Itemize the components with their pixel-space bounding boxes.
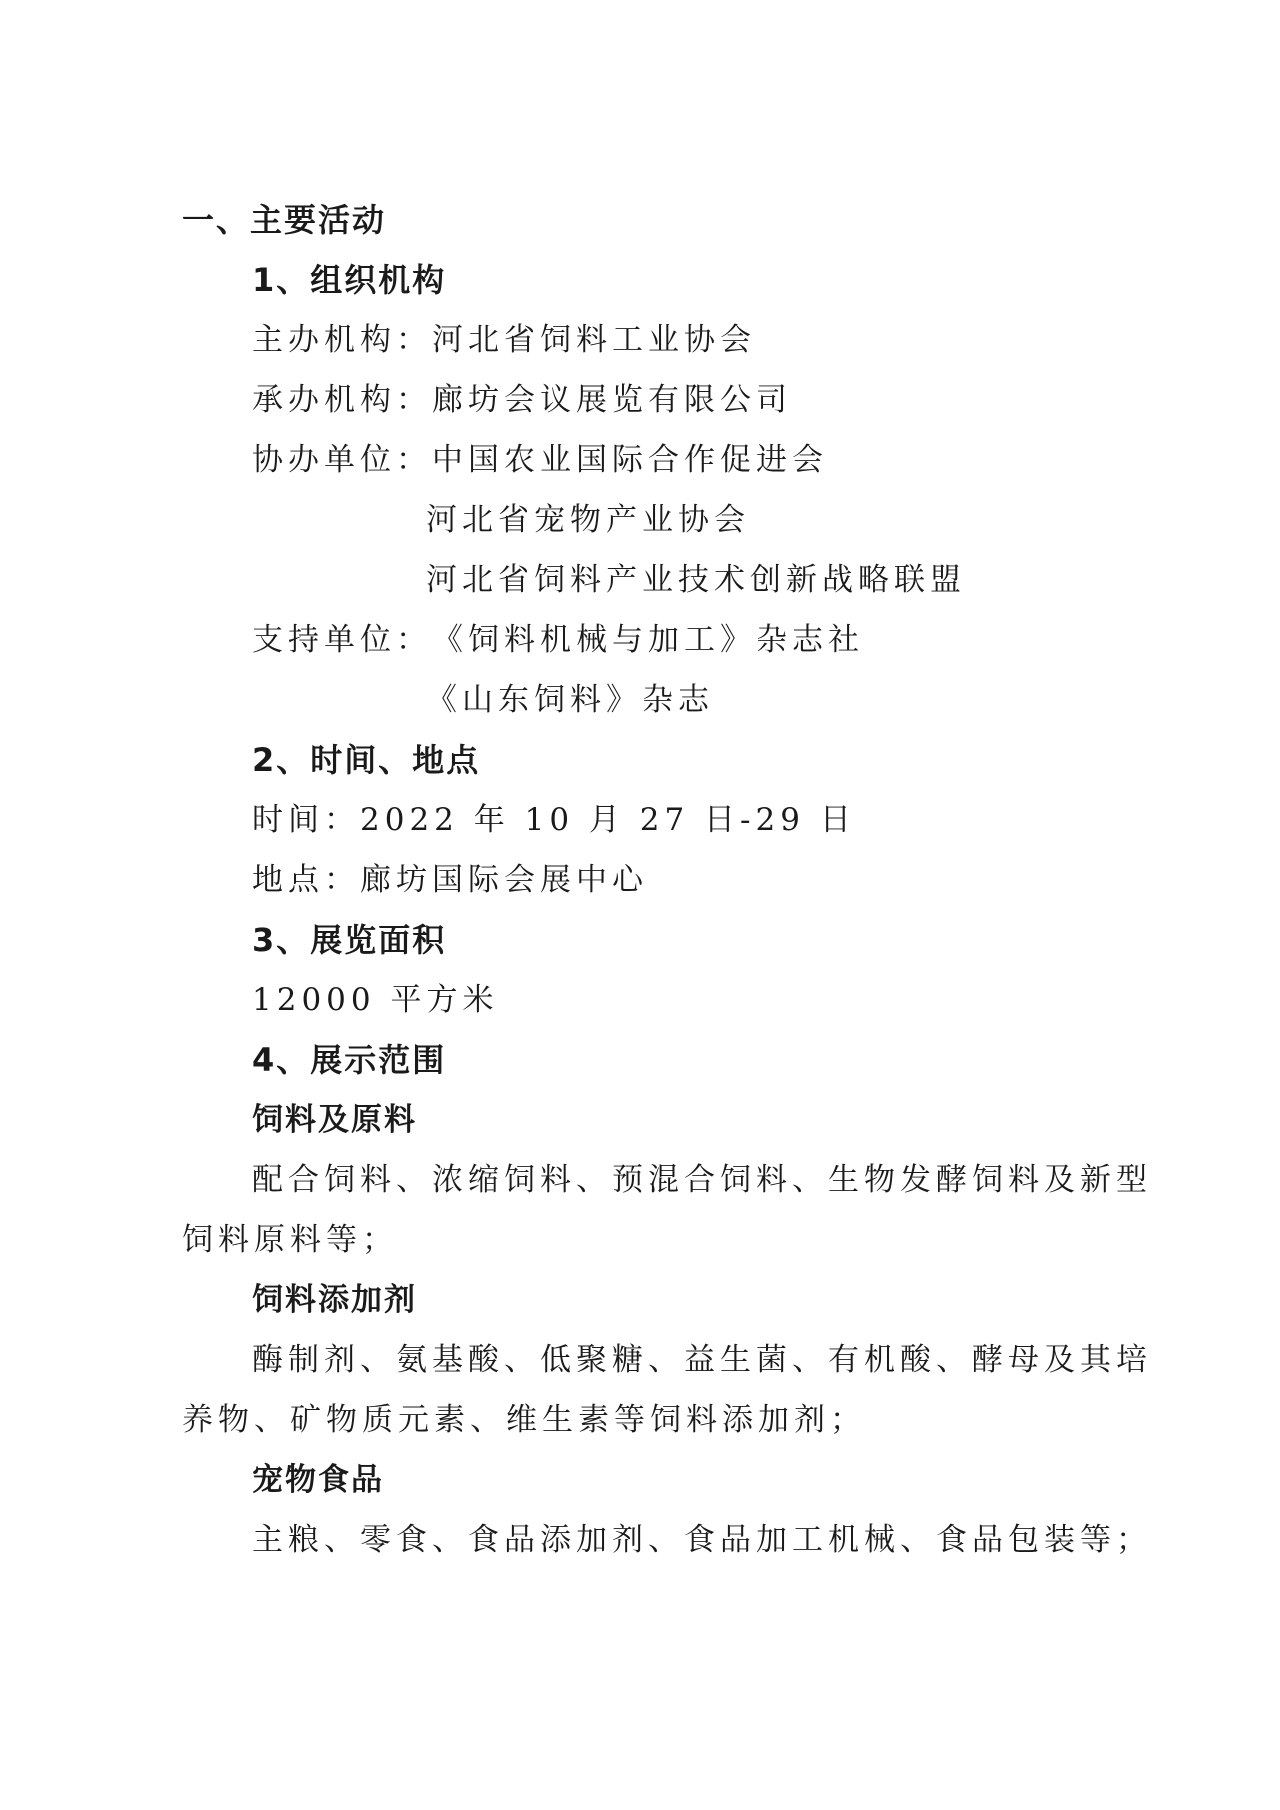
co-row (252, 440, 828, 480)
additive-line-2: 养物、矿物质元素、维生素等饲料添加剂； (182, 1402, 866, 1438)
section-title: 一、主要活动 (182, 201, 387, 239)
support-row (252, 620, 864, 660)
co-value-2: 河北省宠物产业协会 (426, 502, 750, 538)
support-value-2: 《山东饲料》杂志 (426, 682, 714, 718)
host-row (252, 320, 756, 360)
host-label: 主办机构： (252, 322, 432, 358)
time-place-heading: 2、时间、地点 (252, 741, 481, 779)
organizer-row (252, 380, 792, 420)
scope-heading: 4、展示范围 (252, 1041, 447, 1079)
pet-line-1: 主粮、零食、食品添加剂、食品加工机械、食品包装等； (252, 1522, 1152, 1558)
area-heading: 3、展览面积 (252, 921, 447, 959)
time-row (252, 800, 856, 840)
co-value-3: 河北省饲料产业技术创新战略联盟 (426, 562, 966, 598)
area-value: 12000 平方米 (252, 982, 499, 1018)
feed-title: 饲料及原料 (252, 1102, 417, 1138)
feed-line-1: 配合饲料、浓缩饲料、预混合饲料、生物发酵饲料及新型 (252, 1162, 1152, 1198)
support-label: 支持单位： (252, 622, 432, 658)
pet-title: 宠物食品 (252, 1462, 384, 1498)
place-row (252, 860, 648, 900)
place-label: 地点： (252, 862, 360, 898)
org-heading: 1、组织机构 (252, 261, 447, 299)
place-value: 廊坊国际会展中心 (360, 862, 648, 898)
additive-title: 饲料添加剂 (252, 1282, 417, 1318)
support-value-1: 《饲料机械与加工》杂志社 (432, 622, 864, 658)
host-value: 河北省饲料工业协会 (432, 322, 756, 358)
co-label: 协办单位： (252, 442, 432, 478)
feed-line-2: 饲料原料等； (182, 1222, 398, 1258)
time-value: 2022 年 10 月 27 日-29 日 (360, 802, 856, 838)
time-label: 时间： (252, 802, 360, 838)
organizer-label: 承办机构： (252, 382, 432, 418)
co-value-1: 中国农业国际合作促进会 (432, 442, 828, 478)
organizer-value: 廊坊会议展览有限公司 (432, 382, 792, 418)
additive-line-1: 酶制剂、氨基酸、低聚糖、益生菌、有机酸、酵母及其培 (252, 1342, 1152, 1378)
